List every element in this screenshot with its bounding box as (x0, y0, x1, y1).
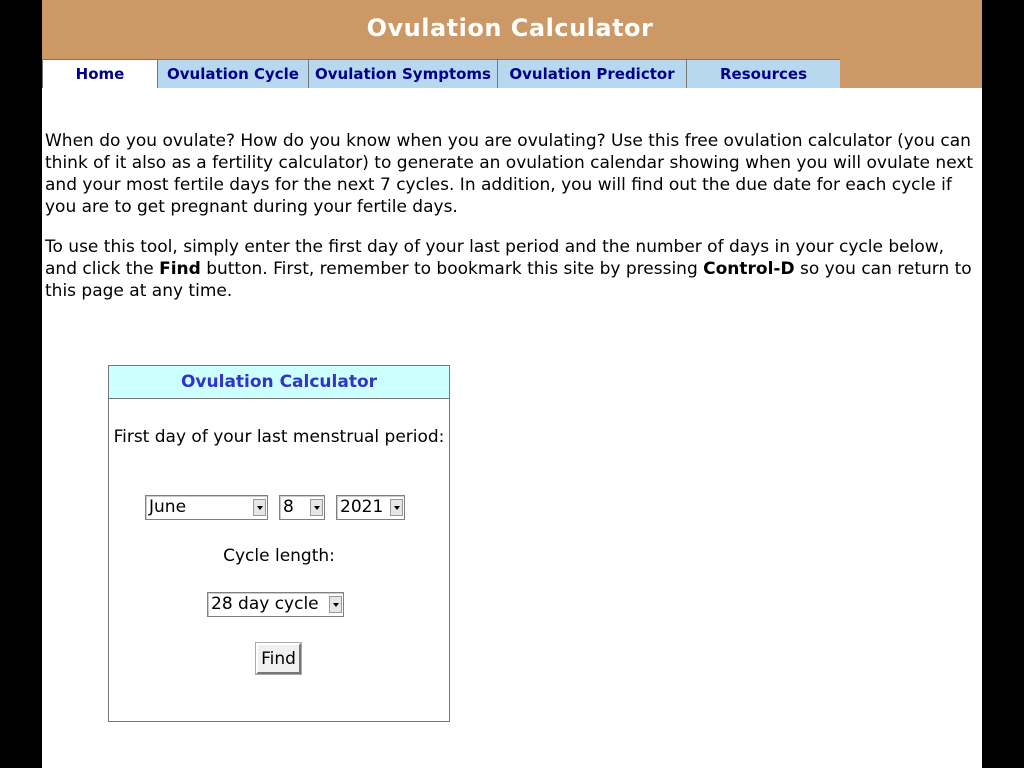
intro-text-part: so you can return to this page at any time. (45, 259, 972, 301)
header (42, 0, 982, 88)
calculator-title: Ovulation Calculator (109, 366, 449, 399)
page (42, 0, 982, 768)
nav-tabs (42, 59, 840, 88)
first-day-label: First day of your last menstrual period: (113, 427, 445, 447)
chevron-down-icon[interactable] (253, 499, 266, 516)
cycle-length-label: Cycle length: (223, 546, 335, 566)
year-value: 2021 (340, 497, 384, 517)
intro-paragraph-1: When do you ovulate? How do you know when you are ovulating? Use this free ovulation calculator (you can think of it also as a fertility calculator) to generate an ovulation calendar showing when you will ovulate next and your most fertile days for the next 7 cycles. In addition, you will find out the due date for each cycle if you are to get pregnant during your fertile days. (45, 131, 974, 217)
month-select[interactable] (145, 495, 268, 520)
intro-paragraph-2 (45, 236, 977, 302)
tab-ovulation-cycle[interactable]: Ovulation Cycle (157, 59, 308, 88)
find-button[interactable]: Find (256, 643, 301, 674)
day-select[interactable] (279, 495, 325, 520)
tab-resources[interactable]: Resources (686, 59, 840, 88)
cycle-length-select[interactable] (207, 592, 344, 617)
tab-home[interactable]: Home (42, 59, 157, 88)
shortcut-emphasis: Control-D (703, 259, 795, 279)
cycle-length-value: 28 day cycle (211, 594, 319, 614)
month-value: June (149, 497, 187, 517)
find-emphasis: Find (159, 259, 201, 279)
tab-ovulation-predictor[interactable]: Ovulation Predictor (497, 59, 686, 88)
day-value: 8 (283, 497, 294, 517)
chevron-down-icon[interactable] (310, 499, 323, 516)
intro-text-part: button. First, remember to bookmark this site by pressing (200, 259, 704, 279)
chevron-down-icon[interactable] (390, 499, 403, 516)
year-select[interactable] (336, 495, 405, 520)
chevron-down-icon[interactable] (329, 596, 342, 613)
ovulation-calculator-form (108, 365, 450, 722)
page-title: Ovulation Calculator (366, 14, 654, 42)
intro-text (45, 130, 977, 320)
intro-text-part: To use this tool, simply enter the first day of your last period and the number of days in your cycle below, and click the (45, 237, 945, 279)
tab-ovulation-symptoms[interactable]: Ovulation Symptoms (308, 59, 497, 88)
